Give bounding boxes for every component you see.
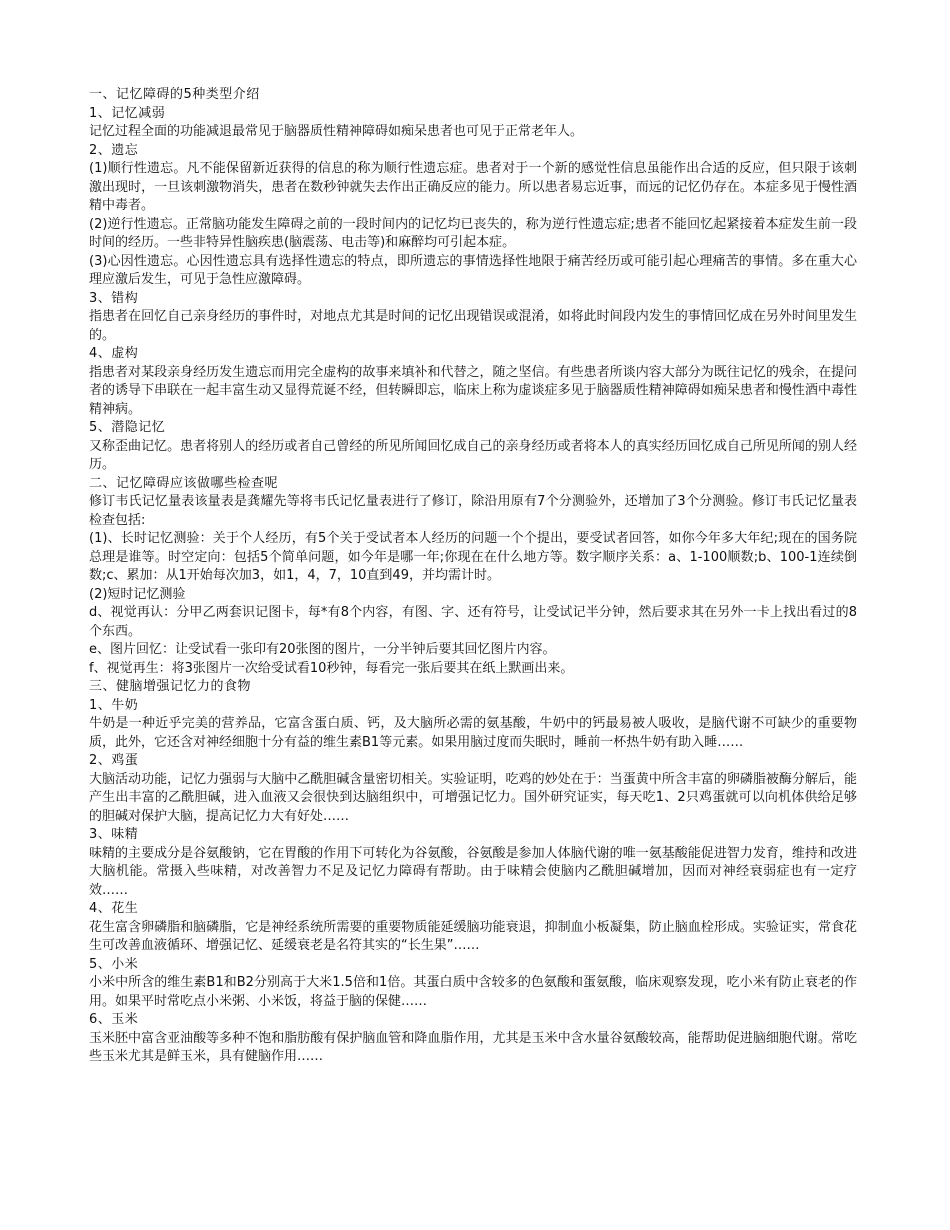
section-title: 二、记忆障碍应该做哪些检查呢 (89, 475, 279, 491)
paragraph: (2)逆行性遗忘。正常脑功能发生障碍之前的一段时间内的记忆均已丧失的，称为逆行性遗忘症;患者不能回忆起紧接着本症发生前一段时间的经历。一些非特异性脑疾患(脑震荡、电击等)和麻醉均可引起本症。 (89, 216, 857, 250)
paragraph: 玉米胚中富含亚油酸等多种不饱和脂肪酸有保护脑血管和降血脂作用，尤其是玉米中含水量谷氨酸较高，能帮助促进脑细胞代谢。常吃些玉米尤其是鲜玉米，具有健脑作用…… (89, 1030, 857, 1064)
paragraph: 记忆过程全面的功能减退最常见于脑器质性精神障碍如痴呆患者也可见于正常老年人。 (89, 124, 584, 139)
paragraph: 指患者对某段亲身经历发生遗忘而用完全虚构的故事来填补和代替之，随之坚信。有些患者所谈内容大部分为既往记忆的残余，在提问者的诱导下串联在一起丰富生动又显得荒诞不经，但转瞬即忘，临床上称为虚谈症多见于脑器质性精神障碍如痴呆患者和慢性酒中毒性精神病。 (89, 364, 857, 417)
section-title: 三、健脑增强记忆力的食物 (89, 679, 252, 694)
subsection-title: 4、花生 (89, 901, 139, 916)
paragraph: 修订韦氏记忆量表该量表是龚耀先等将韦氏记忆量表进行了修订，除沿用原有7个分测验外，还增加了3个分测验。修订韦氏记忆量表检查包括: (89, 494, 857, 528)
paragraph: 花生富含卵磷脂和脑磷脂，它是神经系统所需要的重要物质能延缓脑功能衰退，抑制血小板凝集，防止脑血栓形成。实验证实，常食花生可改善血液循环、增强记忆、延缓衰老是名符其实的“长生果”…… (89, 919, 857, 953)
paragraph: 大脑活动功能，记忆力强弱与大脑中乙酰胆碱含量密切相关。实验证明，吃鸡的妙处在于：当蛋黄中所含丰富的卵磷脂被酶分解后，能产生出丰富的乙酰胆碱，进入血液又会很快到达脑组织中，可增强记忆力。国外研究证实，每天吃1、2只鸡蛋就可以向机体供给足够的胆碱对保护大脑，提高记忆力大有好处…… (89, 771, 857, 824)
paragraph: 小米中所含的维生素B1和B2分别高于大米1.5倍和1倍。其蛋白质中含较多的色氨酸和蛋氨酸，临床观察发现，吃小米有防止衰老的作用。如果平时常吃点小米粥、小米饭，将益于脑的保健…… (89, 975, 857, 1009)
subsection-title: 3、错构 (89, 290, 139, 306)
subsection-title: 5、潜隐记忆 (89, 420, 166, 435)
paragraph: (1)、长时记忆测验：关于个人经历，有5个关于受试者本人经历的问题一个个提出，要受试者回答，如你今年多大年纪;现在的国务院总理是谁等。时空定向：包括5个简单问题，如今年是哪一年;你现在在什么地方等。数字顺序关系：a、1-100顺数;b、100-1连续倒数;c、累加：从1开始每次加3，如1，4，7，10直到49，并均需计时。 (89, 531, 857, 583)
subsection-title: 3、味精 (89, 827, 139, 842)
paragraph: (2)短时记忆测验 (89, 586, 186, 602)
paragraph: e、图片回忆：让受试看一张印有20张图的图片，一分半钟后要其回忆图片内容。 (89, 642, 556, 657)
subsection-title: 4、虚构 (89, 346, 139, 361)
subsection-title: 2、鸡蛋 (89, 753, 139, 768)
paragraph: 牛奶是一种近乎完美的营养品，它富含蛋白质、钙，及大脑所必需的氨基酸，牛奶中的钙最易被人吸收，是脑代谢不可缺少的重要物质，此外，它还含对神经细胞十分有益的维生素B1等元素。如果用脑过度而失眠时，睡前一杯热牛奶有助入睡…… (89, 716, 857, 750)
paragraph: (1)顺行性遗忘。凡不能保留新近获得的信息的称为顺行性遗忘症。患者对于一个新的感觉性信息虽能作出合适的反应，但只限于该刺激出现时，一旦该刺激物消失，患者在数秒钟就失去作出正确反应的能力。所以患者易忘近事，而远的记忆仍存在。本症多见于慢性酒精中毒者。 (89, 161, 857, 213)
subsection-title: 1、牛奶 (89, 697, 139, 713)
document-body (89, 86, 857, 1067)
subsection-title: 1、记忆减弱 (89, 105, 166, 121)
paragraph: 指患者在回忆自己亲身经历的事件时，对地点尤其是时间的记忆出现错误或混淆，如将此时间段内发生的事情回忆成在另外时间里发生的。 (89, 309, 857, 343)
subsection-title: 2、遗忘 (89, 142, 139, 158)
paragraph: 又称歪曲记忆。患者将别人的经历或者自己曾经的所见所闻回忆成自己的亲身经历或者将本人的真实经历回忆成自己所见所闻的别人经历。 (89, 438, 857, 472)
subsection-title: 6、玉米 (89, 1012, 139, 1027)
paragraph: d、视觉再认：分甲乙两套识记图卡，每*有8个内容，有图、字、还有符号，让受试记半分钟，然后要求其在另外一卡上找出看过的8个东西。 (89, 605, 857, 639)
subsection-title: 5、小米 (89, 956, 139, 972)
paragraph: (3)心因性遗忘。心因性遗忘具有选择性遗忘的特点，即所遗忘的事情选择性地限于痛苦经历或可能引起心理痛苦的事情。多在重大心理应激后发生，可见于急性应激障碍。 (89, 253, 857, 287)
paragraph: f、视觉再生：将3张图片一次给受试看10秒钟，每看完一张后要其在纸上默画出来。 (89, 660, 574, 676)
section-title: 一、记忆障碍的5种类型介绍 (89, 87, 260, 102)
paragraph: 味精的主要成分是谷氨酸钠，它在胃酸的作用下可转化为谷氨酸，谷氨酸是参加人体脑代谢的唯一氨基酸能促进智力发育，维持和改进大脑机能。常摄入些味精，对改善智力不足及记忆力障碍有帮助。由于味精会使脑内乙酰胆碱增加，因而对神经衰弱症也有一定疗效…… (89, 845, 857, 898)
